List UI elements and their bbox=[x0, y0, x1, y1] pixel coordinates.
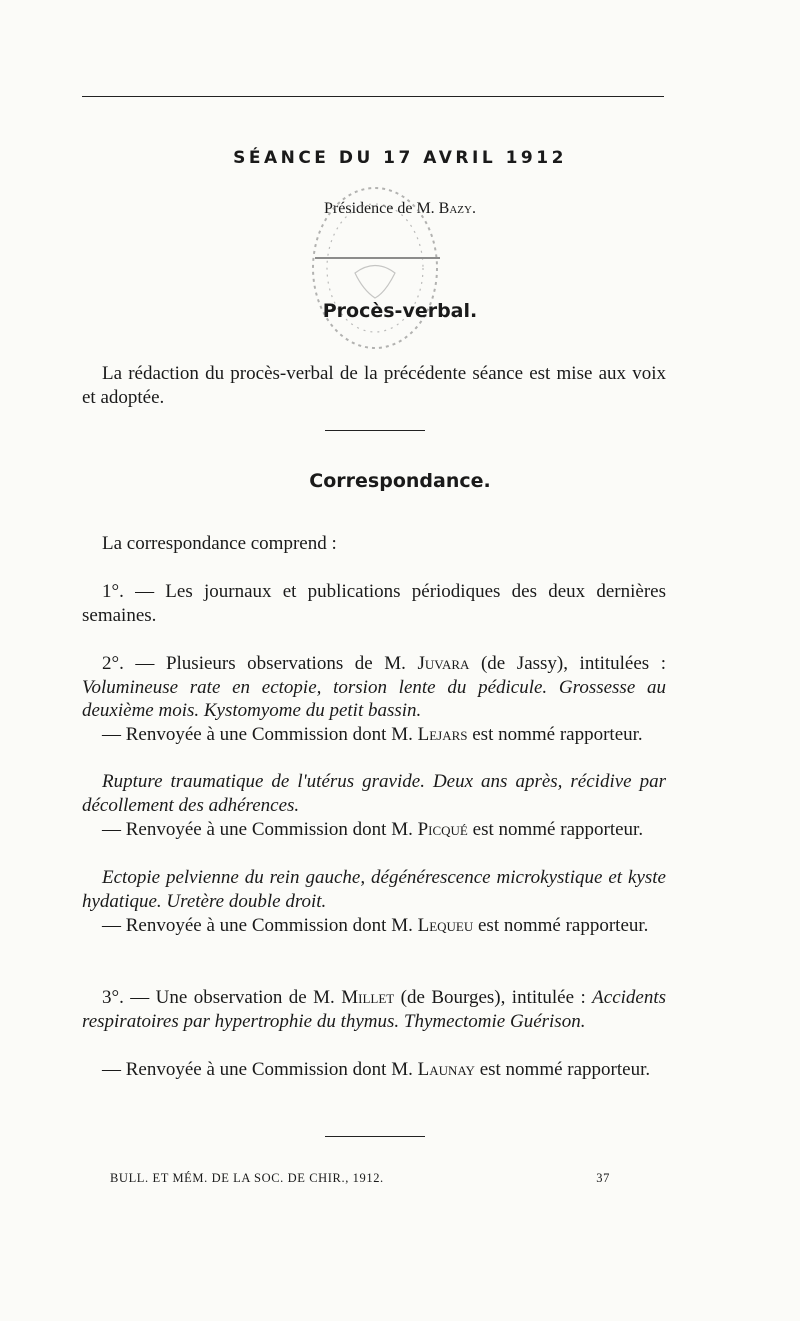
proces-verbal-heading: Procès-verbal. bbox=[322, 300, 478, 322]
renvoi-b-suffix: est nommé rapporteur. bbox=[472, 819, 644, 840]
item-3-renvoi bbox=[82, 1058, 666, 1082]
seance-title: SÉANCE DU 17 AVRIL 1912 bbox=[233, 148, 567, 168]
item-2-renvoi-c bbox=[82, 914, 666, 938]
item-3-renvoi-suffix: est nommé rapporteur. bbox=[479, 1059, 651, 1080]
page-number: 37 bbox=[596, 1171, 610, 1185]
item-2-prefix: 2°. — Plusieurs observations de M. bbox=[102, 653, 406, 674]
proces-verbal-text: La rédaction du procès-verbal de la précédente séance est mise aux voix et adoptée. bbox=[82, 363, 666, 408]
item-2-title-a: Volumineuse rate en ectopie, torsion lente du pédicule. Grossesse au deuxième mois. Kystomyome du petit bassin. bbox=[82, 676, 666, 721]
renvoi-a-prefix: — Renvoyée à une Commission dont M. bbox=[102, 724, 413, 745]
item-2-after-author: (de Jassy), intitulées : bbox=[480, 653, 667, 674]
item-2-title-b bbox=[82, 770, 666, 817]
renvoi-c-suffix: est nommé rapporteur. bbox=[478, 915, 649, 936]
renvoi-a-suffix: est nommé rapporteur. bbox=[472, 724, 643, 745]
item-3-title: Accidents respiratoires par hypertrophie du thymus. Thymectomie Guérison. bbox=[82, 987, 667, 1032]
correspondance-heading: Correspondance. bbox=[309, 470, 491, 492]
item-2-title-c bbox=[82, 866, 666, 913]
correspondance-item-3 bbox=[82, 986, 666, 1033]
correspondance-item-2 bbox=[82, 652, 666, 723]
renvoi-c-name: Lequeu bbox=[417, 915, 474, 936]
president-name: Bazy. bbox=[438, 200, 476, 217]
correspondance-item-1: 1°. — Les journaux et publications périodiques des deux dernières semaines. bbox=[82, 581, 666, 626]
presidence-prefix: Présidence de M. bbox=[324, 200, 435, 217]
item-3-renvoi-name: Launay bbox=[417, 1059, 475, 1080]
item-3-renvoi-prefix: — Renvoyée à une Commission dont M. bbox=[102, 1059, 413, 1080]
title-b-text: Rupture traumatique de l'utérus gravide. Deux ans après, récidive par décollement des adhérences. bbox=[82, 771, 666, 816]
item-3-prefix: 3°. — Une observation de M. bbox=[102, 987, 335, 1008]
renvoi-c-prefix: — Renvoyée à une Commission dont M. bbox=[102, 915, 413, 936]
top-rule bbox=[82, 96, 664, 97]
renvoi-b-name: Picqué bbox=[417, 819, 468, 840]
item-2-renvoi-a bbox=[82, 723, 666, 747]
renvoi-a-name: Lejars bbox=[417, 724, 468, 745]
item-2-author: Juvara bbox=[417, 653, 470, 674]
bottom-divider bbox=[325, 1136, 425, 1137]
section-divider bbox=[325, 430, 425, 431]
renvoi-b-prefix: — Renvoyée à une Commission dont M. bbox=[102, 819, 413, 840]
correspondance-intro: La correspondance comprend : bbox=[102, 533, 337, 554]
library-stamp-seal bbox=[295, 178, 455, 358]
footer-citation: BULL. ET MÉM. DE LA SOC. DE CHIR., 1912. bbox=[110, 1171, 384, 1185]
footer bbox=[110, 1171, 610, 1186]
item-3-author: Millet bbox=[341, 987, 395, 1008]
title-c-text: Ectopie pelvienne du rein gauche, dégénérescence microkystique et kyste hydatique. Uretère double droit. bbox=[82, 867, 666, 912]
item-3-after-author: (de Bourges), intitulée : bbox=[400, 987, 586, 1008]
item-2-renvoi-b bbox=[82, 818, 666, 842]
